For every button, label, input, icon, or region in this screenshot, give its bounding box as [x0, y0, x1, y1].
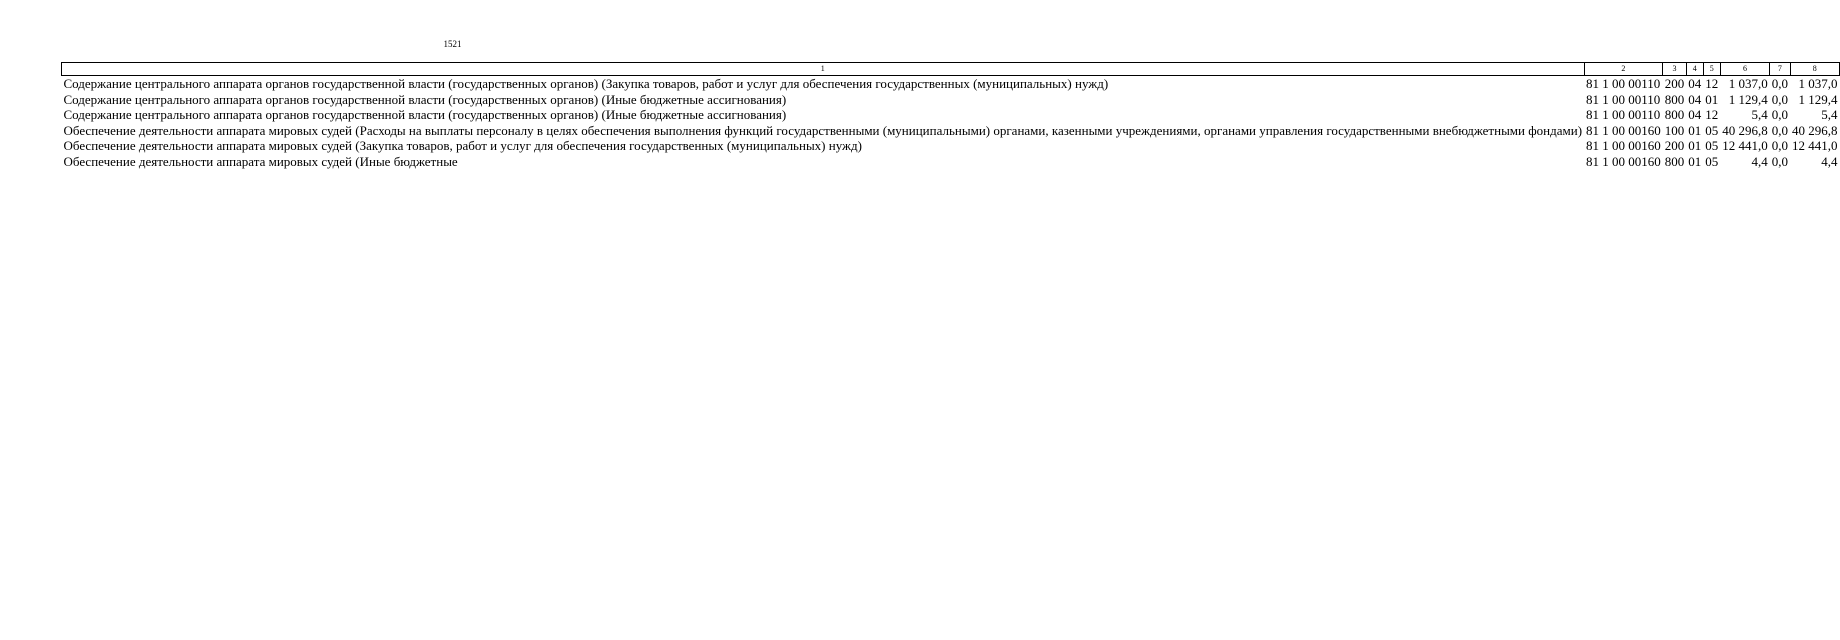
row-expense-type: 200	[1664, 138, 1685, 154]
row-value-8: 40 296,8	[1792, 122, 1838, 138]
row-expense-type: 800	[1664, 91, 1685, 107]
row-value-6: 5,4	[1751, 107, 1768, 123]
row-target-code: 81 1 00 00110	[1586, 76, 1661, 91]
table-row	[62, 76, 1840, 92]
table-row	[62, 123, 1840, 139]
row-value-6: 1 129,4	[1728, 91, 1768, 107]
column-number-row	[62, 63, 1840, 76]
row-description: Содержание центрального аппарата органов государственной власти (государственных органов) (Иные бюджетные ассигнования)	[63, 91, 787, 107]
row-value-7: 0,0	[1771, 138, 1789, 154]
column-header-4: 4	[1686, 63, 1703, 76]
column-header-8: 8	[1790, 63, 1840, 76]
row-value-7: 0,0	[1771, 122, 1789, 138]
column-header-7: 7	[1770, 63, 1790, 76]
row-target-code: 81 1 00 00160	[1586, 153, 1661, 169]
row-value-8: 5,4	[1821, 107, 1838, 123]
row-target-code: 81 1 00 00160	[1586, 122, 1661, 138]
row-value-7: 0,0	[1771, 107, 1789, 123]
row-section: 01	[1688, 138, 1702, 154]
row-subsection: 12	[1705, 107, 1719, 123]
row-section: 04	[1688, 107, 1702, 123]
row-expense-type: 200	[1664, 76, 1685, 91]
table-row	[62, 154, 1840, 170]
row-description: Обеспечение деятельности аппарата мировых судей (Закупка товаров, работ и услуг для обеспечения государственных (муниципальных) нужд)	[63, 138, 862, 154]
row-subsection: 05	[1705, 153, 1719, 169]
column-header-3: 3	[1663, 63, 1687, 76]
row-expense-type: 800	[1664, 153, 1685, 169]
row-value-6: 40 296,8	[1722, 122, 1768, 138]
row-description: Содержание центрального аппарата органов государственной власти (государственных органов) (Иные бюджетные ассигнования)	[63, 107, 787, 123]
row-value-8: 4,4	[1821, 153, 1838, 169]
row-description: Содержание центрального аппарата органов государственной власти (государственных органов) (Закупка товаров, работ и услуг для обеспечения государственных (муниципальных) нужд)	[63, 76, 1109, 91]
table-row	[62, 107, 1840, 123]
row-target-code: 81 1 00 00110	[1586, 107, 1661, 123]
row-value-7: 0,0	[1771, 91, 1789, 107]
row-expense-type: 800	[1664, 107, 1685, 123]
row-value-8: 1 037,0	[1798, 76, 1838, 91]
table-row	[62, 138, 1840, 154]
row-expense-type: 100	[1664, 122, 1685, 138]
row-target-code: 81 1 00 00160	[1586, 138, 1661, 154]
row-value-7: 0,0	[1771, 153, 1789, 169]
row-description: Обеспечение деятельности аппарата мировых судей (Расходы на выплаты персоналу в целях обеспечения выполнения функций государственными (муниципальными) органами, казенными учреждениями, органами управления государственными внебюджетными фондами)	[63, 122, 1583, 138]
row-value-6: 12 441,0	[1722, 138, 1768, 154]
row-subsection: 01	[1705, 91, 1719, 107]
row-description: Обеспечение деятельности аппарата мировых судей (Иные бюджетные	[63, 153, 458, 169]
column-header-5: 5	[1703, 63, 1720, 76]
table-row	[62, 92, 1840, 108]
column-header-2: 2	[1584, 63, 1663, 76]
row-value-8: 1 129,4	[1798, 91, 1838, 107]
column-header-6: 6	[1720, 63, 1770, 76]
row-subsection: 05	[1705, 122, 1719, 138]
row-value-6: 4,4	[1751, 153, 1768, 169]
budget-table	[61, 62, 1840, 170]
row-section: 04	[1688, 91, 1702, 107]
row-target-code: 81 1 00 00110	[1586, 91, 1661, 107]
row-section: 01	[1688, 122, 1702, 138]
page-bottom-margin	[0, 606, 905, 640]
row-subsection: 12	[1705, 76, 1719, 91]
row-subsection: 05	[1705, 138, 1719, 154]
column-header-1: 1	[62, 63, 1585, 76]
row-section: 01	[1688, 153, 1702, 169]
page-number: 1521	[443, 39, 462, 49]
row-value-8: 12 441,0	[1792, 138, 1838, 154]
row-value-7: 0,0	[1771, 76, 1789, 91]
row-value-6: 1 037,0	[1728, 76, 1768, 91]
row-section: 04	[1688, 76, 1702, 91]
